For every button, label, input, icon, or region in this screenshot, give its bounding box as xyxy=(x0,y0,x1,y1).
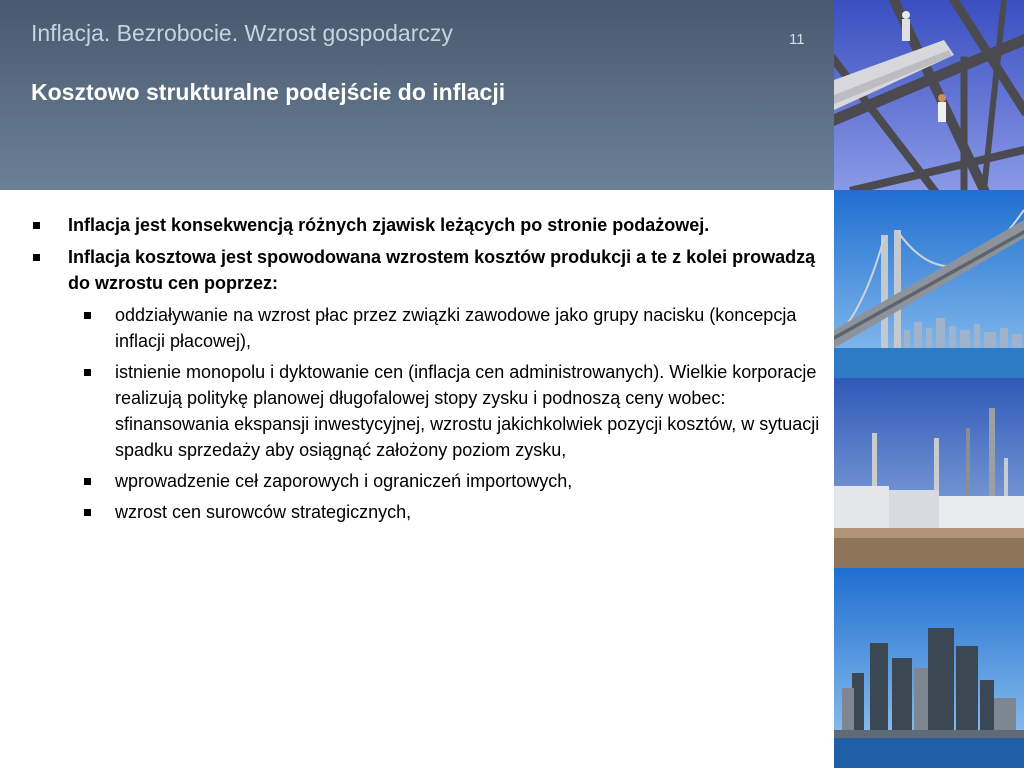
sub-bullet-text: istnienie monopolu i dyktowanie cen (inflacja cen administrowanych). Wielkie korporacje realizują politykę planowej długofalowej stopy zysku i podnoszą ceny wobec: sfinansowania ekspansji inwestycyjnej, wzrostu jakichkolwiek pozycji kosztów, w sytuacji spadku sprzedaży aby osiągnąć założony poziom zysku, xyxy=(115,362,820,460)
bullet-item xyxy=(30,244,820,296)
sub-bullet-item xyxy=(30,499,820,525)
sub-bullet-item xyxy=(30,302,820,354)
sub-bullet-text: wprowadzenie ceł zaporowych i ograniczeń importowych, xyxy=(115,471,573,491)
sub-bullet-text: wzrost cen surowców strategicznych, xyxy=(115,502,412,522)
sub-bullet-item xyxy=(30,359,820,463)
slide-number: 11 xyxy=(789,31,805,48)
slide-header xyxy=(0,0,834,190)
bullet-item xyxy=(30,212,820,238)
square-bullet-icon xyxy=(84,509,91,516)
skyline-photo xyxy=(834,568,1024,768)
square-bullet-icon xyxy=(84,312,91,319)
slide-supertitle: Inflacja. Bezrobocie. Wzrost gospodarczy xyxy=(31,20,453,46)
sub-bullet-item xyxy=(30,468,820,494)
square-bullet-icon xyxy=(33,222,40,229)
industrial-photo xyxy=(834,378,1024,568)
bullet-text: Inflacja kosztowa jest spowodowana wzrostem kosztów produkcji a te z kolei prowadzą do wzrostu cen poprzez: xyxy=(68,247,816,293)
square-bullet-icon xyxy=(33,254,40,261)
slide-body xyxy=(30,212,820,530)
photo-strip xyxy=(834,0,1024,768)
square-bullet-icon xyxy=(84,369,91,376)
construction-photo xyxy=(834,0,1024,190)
bridge-photo xyxy=(834,190,1024,378)
bullet-text: Inflacja jest konsekwencją różnych zjawisk leżących po stronie podażowej. xyxy=(68,215,710,235)
square-bullet-icon xyxy=(84,478,91,485)
sub-bullet-text: oddziaływanie na wzrost płac przez związki zawodowe jako grupy nacisku (koncepcja inflacji płacowej), xyxy=(115,305,797,351)
slide-title: Kosztowo strukturalne podejście do inflacji xyxy=(31,79,506,105)
